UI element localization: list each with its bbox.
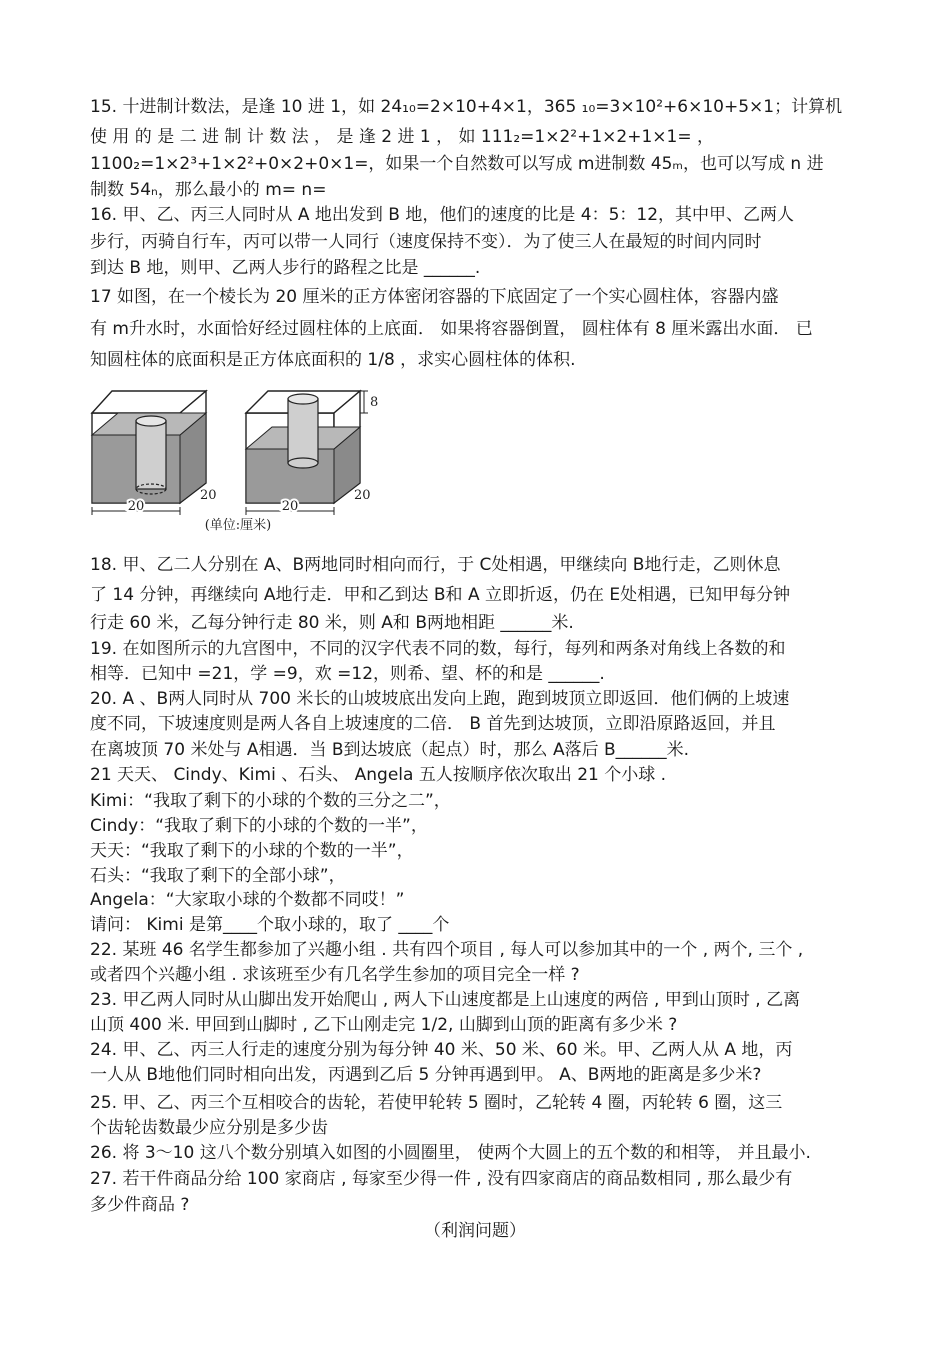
- text-line: 天天：“我取了剩下的小球的个数的一半”，: [90, 841, 414, 861]
- text-line: 了 14 分钟，再继续向 A地行走．甲和乙到达 B和 A 立即折返，仍在 E处相遇，已知甲每分钟: [90, 585, 791, 605]
- text-line: 或者四个兴趣小组 . 求该班至少有几名学生参加的项目完全一样 ?: [90, 965, 580, 985]
- text-line: 27. 若干件商品分给 100 家商店 , 每家至少得一件 , 没有四家商店的商品数相同 , 那么最少有: [90, 1169, 793, 1189]
- text-line: 21 天天、 Cindy、Kimi 、石头、 Angela 五人按顺序依次取出 21 个小球 .: [90, 765, 667, 785]
- text-line: 23. 甲乙两人同时从山脚出发开始爬山 , 两人下山速度都是上山速度的两倍 , 甲到山顶时 , 乙离: [90, 990, 801, 1010]
- dim-label: 20: [200, 488, 217, 503]
- text-line: 17 如图，在一个棱长为 20 厘米的正方体密闭容器的下底固定了一个实心圆柱体，容器内盛: [90, 287, 779, 307]
- text-line: 石头：“我取了剩下的全部小球”，: [90, 866, 346, 886]
- text-line: 多少件商品 ?: [90, 1195, 190, 1215]
- text-line: 1100₂=1×2³+1×2²+0×2+0×1=，如果一个自然数可以写成 m进制数 45ₘ，也可以写成 n 进: [90, 154, 824, 174]
- text-line: 个齿轮齿数最少应分别是多少齿: [90, 1118, 328, 1138]
- dim-label: 8: [370, 395, 379, 410]
- figure-caption: (单位:厘米): [204, 518, 272, 533]
- text-line: Cindy：“我取了剩下的小球的个数的一半”，: [90, 816, 428, 836]
- dim-label: 20: [127, 499, 145, 514]
- text-line: 19. 在如图所示的九宫图中，不同的汉字代表不同的数，每行，每列和两条对角线上各数的和: [90, 639, 786, 659]
- text-line: 步行，丙骑自行车，丙可以带一人同行（速度保持不变）．为了使三人在最短的时间内同时: [90, 232, 762, 252]
- text-line: 到达 B 地，则甲、乙两人步行的路程之比是 ______.: [90, 258, 481, 278]
- text-line: 18. 甲、乙二人分别在 A、B两地同时相向而行，于 C处相遇，甲继续向 B地行走，乙则休息: [90, 555, 781, 575]
- cube-upright: [92, 391, 217, 515]
- cube-inverted: [246, 391, 378, 515]
- text-line: 25. 甲、乙、丙三个互相咬合的齿轮，若使甲轮转 5 圈时，乙轮转 4 圈，丙轮转 6 圈，这三: [90, 1093, 783, 1113]
- text-line: 26. 将 3～10 这八个数分别填入如图的小圆圈里， 使两个大圆上的五个数的和相等， 并且最小.: [90, 1143, 811, 1163]
- text-line: 制数 54ₙ，那么最小的 m= n=: [90, 180, 327, 200]
- text-line: 20. A 、B两人同时从 700 米长的山坡坡底出发向上跑，跑到坡顶立即返回．他们俩的上坡速: [90, 689, 790, 709]
- dim-label: 20: [281, 499, 299, 514]
- cube-container-figure: [88, 383, 388, 533]
- text-line: 知圆柱体的底面积是正方体底面积的 1/8 ，求实心圆柱体的体积.: [90, 350, 576, 370]
- text-line: 度不同，下坡速度则是两人各自上坡速度的二倍． B 首先到达坡顶，立即沿原路返回，并且: [90, 714, 776, 734]
- text-line: 有 m升水时，水面恰好经过圆柱体的上底面． 如果将容器倒置， 圆柱体有 8 厘米露出水面． 已: [90, 319, 813, 339]
- text-line: Angela：“大家取小球的个数都不同哎！”: [90, 890, 405, 910]
- text-line: 22. 某班 46 名学生都参加了兴趣小组 . 共有四个项目 , 每人可以参加其中的一个 , 两个, 三个 ,: [90, 940, 804, 960]
- text-line: 山顶 400 米. 甲回到山脚时 , 乙下山刚走完 1/2, 山脚到山顶的距离有多少米 ?: [90, 1015, 678, 1035]
- text-line: 15. 十进制计数法，是逢 10 进 1，如 24₁₀=2×10+4×1，365 ₁₀=3×10²+6×10+5×1；计算机: [90, 97, 843, 117]
- text-line: 24. 甲、乙、丙三人行走的速度分别为每分钟 40 米、50 米、60 米。甲、乙两人从 A 地，丙: [90, 1040, 793, 1060]
- dim-label: 20: [354, 488, 371, 503]
- text-line: 使 用 的 是 二 进 制 计 数 法 ， 是 逢 2 进 1 ， 如 111₂=1×2²+1×2+1×1= ，: [90, 127, 714, 147]
- text-line: 一人从 B地他们同时相向出发，丙遇到乙后 5 分钟再遇到甲。 A、B两地的距离是多少米?: [90, 1065, 762, 1085]
- text-line: 行走 60 米，乙每分钟行走 80 米，则 A和 B两地相距 ______米.: [90, 613, 574, 633]
- text-line: 相等．已知中 =21，学 =9，欢 =12，则希、望、杯的和是 ______.: [90, 664, 605, 684]
- text-line: 请问： Kimi 是第____个取小球的，取了 ____个: [90, 915, 450, 935]
- section-heading: （利润问题）: [424, 1221, 526, 1241]
- text-line: Kimi：“我取了剩下的小球的个数的三分之二”，: [90, 791, 451, 811]
- text-line: 在离坡顶 70 米处与 A相遇．当 B到达坡底（起点）时，那么 A落后 B______米.: [90, 740, 690, 760]
- text-line: 16. 甲、乙、丙三人同时从 A 地出发到 B 地，他们的速度的比是 4：5：12，其中甲、乙两人: [90, 205, 795, 225]
